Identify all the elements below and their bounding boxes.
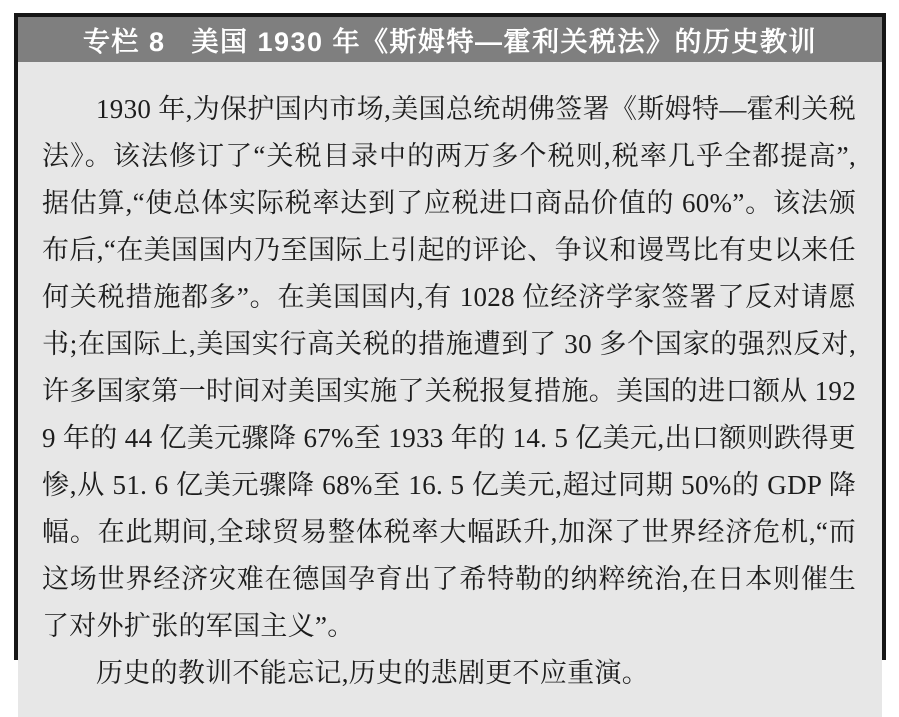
box-title: 美国 1930 年《斯姆特—霍利关税法》的历史教训	[191, 27, 818, 57]
box-body	[18, 62, 882, 717]
box-label: 专栏 8	[82, 27, 166, 57]
paragraph-2: 历史的教训不能忘记,历史的悲剧更不应重演。	[96, 658, 650, 688]
paragraph-1: 1930 年,为保护国内市场,美国总统胡佛签署《斯姆特—霍利关税法》。该法修订了“关税目录中的两万多个税则,税率几乎全都提高”,据估算,“使总体实际税率达到了应税进口商品价值的 60%”。该法颁布后,“在美国国内乃至国际上引起的评论、争议和谩骂比有史以来任何关税措施都多”。在美国国内,有 1028 位经济学家签署了反对请愿书;在国际上,美国实行高关税的措施遭到了 30 多个国家的强烈反对,许多国家第一时间对美国实施了关税报复措施。美国的进口额从 1929 年的 44 亿美元骤降 67%至 1933 年的 14. 5 亿美元,出口额则跌得更惨,从 51. 6 亿美元骤降 68%至 16. 5 亿美元,超过同期 50%的 GDP 降幅。在此期间,全球贸易整体税率大幅跃升,加深了世界经济危机,“而这场世界经济灾难在德国孕育出了希特勒的纳粹统治,在日本则催生了对外扩张的军国主义”。	[42, 94, 856, 641]
callout-box	[14, 13, 886, 688]
box-header	[18, 17, 882, 62]
